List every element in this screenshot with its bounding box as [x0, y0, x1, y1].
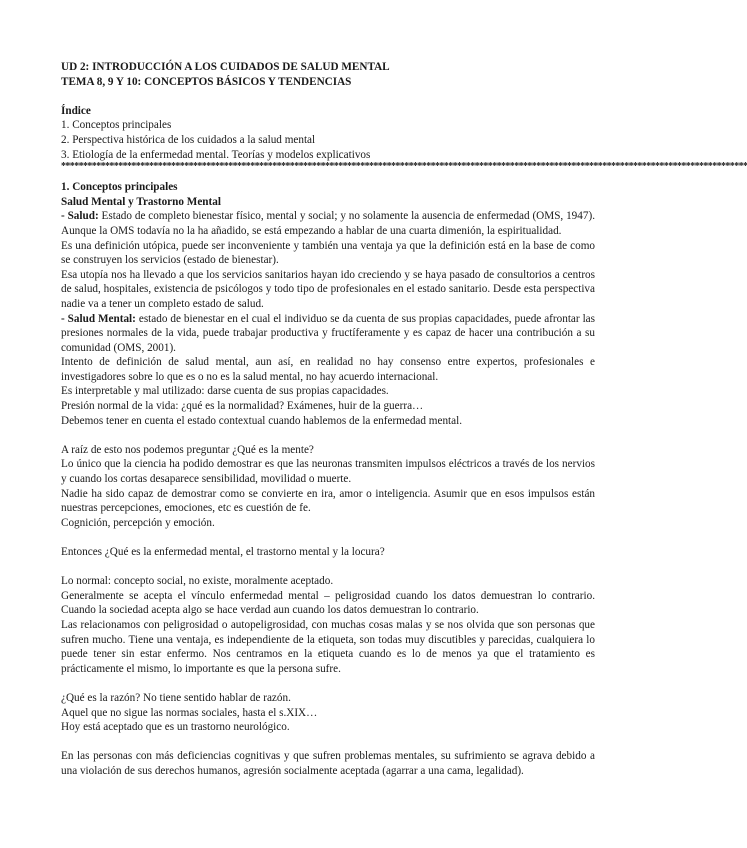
index-item: 2. Perspectiva histórica de los cuidados a la salud mental [61, 133, 316, 146]
paragraph: Lo normal: concepto social, no existe, moralmente aceptado. [61, 575, 334, 588]
paragraph: Lo único que la ciencia ha podido demostrar es que las neuronas transmiten impulsos eléctricos a través de los nervios y cuando los cortas desaparece sensibilidad, movilidad o muerte. [61, 458, 595, 486]
paragraph: En las personas con más deficiencias cognitivas y que sufren problemas mentales, su sufrimiento se agrava debido a una violación de sus derechos humanos, agresión socialmente aceptada (agarrar a una cama, legalidad). [61, 750, 595, 777]
index-item: 3. Etiología de la enfermedad mental. Teorías y modelos explicativos [61, 148, 371, 161]
section-heading: 1. Conceptos principales [61, 181, 178, 194]
document-page [61, 60, 747, 779]
index-item: 1. Conceptos principales [61, 119, 172, 132]
paragraph-salud-mental [61, 312, 595, 356]
index-heading: Índice [61, 104, 91, 117]
paragraph: Presión normal de la vida: ¿qué es la normalidad? Exámenes, huir de la guerra… [61, 400, 424, 413]
section-subheading: Salud Mental y Trastorno Mental [61, 195, 221, 208]
definition-salud-mental: estado de bienestar en el cual el individuo se da cuenta de sus propias capacidades, puede afrontar las presiones normales de la vida, puede trabajar productiva y fructíferamente y es capaz de hacer una contribución a su comunidad (OMS, 2001). [61, 312, 595, 354]
document-title-unit: UD 2: INTRODUCCIÓN A LOS CUIDADOS DE SALUD MENTAL [61, 61, 390, 73]
paragraph: Generalmente se acepta el vínculo enfermedad mental – peligrosidad cuando los datos demuestran lo contrario. Cuando la sociedad acepta algo se hace verdad aun cuando los datos demuestran lo contrario. [61, 589, 595, 617]
paragraph: Las relacionamos con peligrosidad o autopeligrosidad, con muchas cosas malas y se nos olvida que son personas que sufren mucho. Tiene una ventaja, es independiente de la etiqueta, son todas muy discutibles y parecidas, cualquiera lo puede tener sin estar enfermo. Nos centramos en la etiqueta cuando es lo de menos ya que el tratamiento es prácticamente el mismo, lo importante es que la persona sufre. [61, 618, 595, 675]
paragraph: Intento de definición de salud mental, aun así, en realidad no hay consenso entre expertos, profesionales e investigadores sobre lo que es o no es la salud mental, no hay acuerdo internacional. [61, 356, 595, 383]
paragraph-salud [61, 209, 595, 238]
term-salud-mental: - Salud Mental: [61, 312, 136, 325]
paragraph: Entonces ¿Qué es la enfermedad mental, el trastorno mental y la locura? [61, 546, 385, 558]
paragraph: Hoy está aceptado que es un trastorno neurológico. [61, 721, 290, 734]
document-title-topic: TEMA 8, 9 Y 10: CONCEPTOS BÁSICOS Y TENDENCIAS [61, 75, 352, 88]
paragraph: Esa utopía nos ha llevado a que los servicios sanitarios hayan ido creciendo y se haya pasado de consultorios a centros de salud, hospitales, existencia de psicólogos y todo tipo de profesionales en el estado sanitario. Desde esta perspectiva nadie va a tener un completo estado de salud. [61, 268, 595, 310]
term-salud: - Salud: [61, 210, 99, 223]
paragraph: Nadie ha sido capaz de demostrar como se convierte en ira, amor o inteligencia. Asumir que en esos impulsos están nuestras percepciones, emociones, etc es cuestión de fe. [61, 487, 595, 515]
paragraph: ¿Qué es la razón? No tiene sentido hablar de razón. [61, 691, 291, 704]
separator-line: ************************************************************************************************************************************************************ [61, 161, 747, 173]
paragraph: Cognición, percepción y emoción. [61, 516, 215, 529]
paragraph: Es una definición utópica, puede ser inconveniente y también una ventaja ya que la definición está en la base de como se construyen los servicios (estado de bienestar). [61, 239, 595, 267]
index-list [61, 118, 595, 162]
paragraph: Aquel que no sigue las normas sociales, hasta el s.XIX… [61, 706, 318, 719]
paragraph: Debemos tener en cuenta el estado contextual cuando hablemos de la enfermedad mental. [61, 414, 463, 427]
paragraph: A raíz de esto nos podemos preguntar ¿Qué es la mente? [61, 443, 314, 456]
definition-salud: Estado de completo bienestar físico, mental y social; y no solamente la ausencia de enfermedad (OMS, 1947). Aunque la OMS todavía no la ha añadido, se está empezando a hablar de una cuarta dimenión, la espiritualidad. [61, 210, 595, 237]
paragraph: Es interpretable y mal utilizado: darse cuenta de sus propias capacidades. [61, 385, 389, 398]
